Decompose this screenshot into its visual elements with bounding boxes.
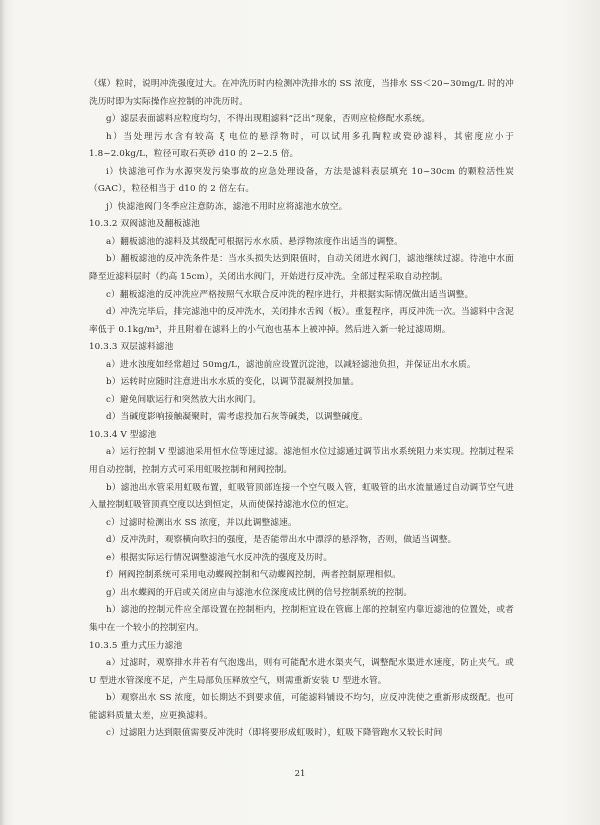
paragraph: g）滤层表面滤料应粒度均匀，不得出现粗滤料“泛出”现象，否则应检修配水系统。 <box>106 114 431 125</box>
paragraph: b）运转时应随时注意进出水水质的变化，以调节混凝剂投加量。 <box>106 377 360 388</box>
paragraph: b）翻板滤池的反冲洗条件是：当水头损失达到限值时，自动关闭进水阀门，滤池继续过滤。待池中水面降至近滤料层时（约高 15cm），关闭出水阀门，开始进行反冲洗。全部过程采取自动控制。 <box>89 254 514 283</box>
paragraph: a）运行控制 V 型滤池采用恒水位等速过滤。滤池恒水位过滤通过调节出水系统阻力来实现。控制过程采用自动控制，控制方式可采用虹吸控制和闸阀控制。 <box>89 447 514 476</box>
paragraph: d）当碱度影响接触凝聚时，需考虑投加石灰等碱类，以调整碱度。 <box>106 412 368 423</box>
paragraph: b）滤池出水管采用虹吸布置，虹吸管顶部连接一个空气吸入管，虹吸管的出水流量通过自动调节空气进入量控制虹吸管顶真空度以达到恒定，从而使保持滤池水位的恒定。 <box>89 482 514 511</box>
paragraph: c）避免间歇运行和突然放大出水阀门。 <box>106 394 262 405</box>
paragraph: f）闸阀控制系统可采用电动蝶阀控制和气动蝶阀控制，两者控制原理相似。 <box>106 570 402 581</box>
paragraph: a）翻板滤池的滤料及其级配可根据污水水质、悬浮物浓度作出适当的调整。 <box>106 236 403 247</box>
paragraph: b）观察出水 SS 浓度，如长期达不到要求值，可能滤料铺设不均匀，应反冲洗使之重新形成级配。也可能滤料质量太差，应更换滤料。 <box>89 693 514 721</box>
page-edge-shadow <box>0 0 5 825</box>
paragraph: h）当处理污水含有较高 ξ 电位的悬浮物时，可以试用多孔陶粒或瓷砂滤料，其密度应小于 1.8~2.0kg/L，粒径可取石英砂 d10 的 2~2.5 倍。 <box>89 131 514 160</box>
paragraph: e）根据实际运行情况调整滤池气水反冲洗的强度及历时。 <box>106 552 333 563</box>
paragraph: d）冲洗完毕后，排完滤池中的反冲洗水，关闭排水舌阀（板）。重复程序，再反冲洗一次。当滤料中含泥率低于 0.1kg/m³，并且附着在滤料上的小气泡也基本上被冲掉。然后进入新一轮过滤周期。 <box>89 307 514 335</box>
paragraph: a）进水浊度如经常超过 50mg/L，滤池前应设置沉淀池，以减轻滤池负担，并保证出水水质。 <box>106 359 476 370</box>
paragraph: d）反冲洗时，观察横向吹扫的强度，是否能带出水中漂浮的悬浮物，否则，做适当调整。 <box>106 535 457 546</box>
paragraph: i）快滤池可作为水源突发污染事故的应急处理设备，方法是滤料表层填充 10~30cm 的颗粒活性炭（GAC），粒径相当于 d10 的 2 倍左右。 <box>89 166 514 195</box>
page-number: 21 <box>294 769 306 779</box>
paragraph: g）出水蝶阀的开启或关闭应由与滤池水位深度成比例的信号控制系统的控制。 <box>106 587 413 598</box>
section-heading: 10.3.2 双阀滤池及翻板滤池 <box>89 219 200 230</box>
paragraph: c）过滤阻力达到限值需要反冲洗时（即将要形成虹吸时），虹吸下降管跑水又较长时间 <box>106 728 443 739</box>
body-text <box>89 76 514 743</box>
section-heading: 10.3.3 双层滤料滤池 <box>89 342 174 353</box>
section-heading: 10.3.5 重力式压力滤池 <box>89 640 183 651</box>
paragraph: h）滤池的控制元件应全部设置在控制柜内，控制柜宜设在管廊上部的控制室内靠近滤池的位置处，或者集中在一个较小的控制室内。 <box>89 605 514 633</box>
section-heading: 10.3.4 V 型滤池 <box>89 429 157 440</box>
paragraph: c）过滤时检测出水 SS 浓度，并以此调整滤速。 <box>106 517 297 528</box>
paragraph: j）快滤池阀门冬季应注意防冻，滤池不用时应将滤池水放空。 <box>106 201 348 212</box>
paragraph: a）过滤时，观察排水井若有气泡逸出，则有可能配水进水渠夹气，调整配水渠进水速度，防止夹气。或 U 型进水管深度不足，产生局部负压释放空气，则需重新安装 U 型进水管。 <box>89 658 514 686</box>
paragraph: c）翻板滤池的反冲洗应严格按照气水联合反冲洗的程序进行，并根据实际情况做出适当调整。 <box>106 289 474 300</box>
paragraph: （煤）粒时，说明冲洗强度过大。在冲洗历时内检测冲洗排水的 SS 浓度，当排水 SS＜20~30mg/L 时的冲洗历时即为实际操作应控制的冲洗历时。 <box>89 79 514 107</box>
